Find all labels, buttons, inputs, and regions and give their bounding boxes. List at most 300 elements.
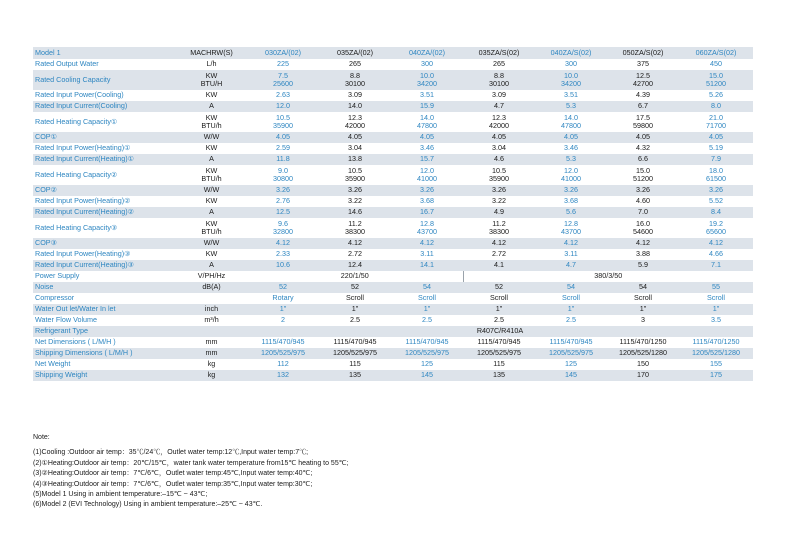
value-cell [607,238,679,249]
cell-line: 3.26 [276,185,290,195]
row-label: Power Supply [33,271,176,282]
cell-line: 52 [279,282,287,292]
value-cell [535,207,607,218]
value-cell [535,59,607,70]
cell-line: 4.12 [420,238,434,248]
cell-line: 3.5 [711,315,721,325]
value-cell [319,207,391,218]
value-cell [607,218,679,238]
cell-line: 2.5 [422,315,432,325]
note-line: (6)Model 2 (EVI Technology) Using in ambient temperature:–25℃ ~ 43℃. [33,501,263,509]
cell-line: 1205/525/1280 [619,348,667,358]
cell-line: 2.5 [494,315,504,325]
cell-line: 11.2 [492,218,506,228]
cell-line: 2.63 [276,90,290,100]
cell-line: 52 [495,282,503,292]
value-cell [319,70,391,90]
cell-line: 125 [421,359,433,369]
value-cell [391,249,463,260]
cell-line: 3.26 [420,185,434,195]
value-cell [319,112,391,132]
cell-line: 4.7 [494,101,504,111]
cell-line: 1115/470/945 [261,337,305,347]
cell-line: 14.0 [348,101,362,111]
value-cell [391,260,463,271]
cell-line: 14.1 [420,260,434,270]
table-row [33,282,753,293]
value-cell [535,348,607,359]
value-cell [535,370,607,381]
value-cell [319,370,391,381]
row-label: Rated Input Power(Heating)① [33,143,176,154]
value-cell [391,143,463,154]
cell-line: 5.6 [566,207,576,217]
cell-line: 10.0 [564,70,578,80]
cell-line: 150 [637,359,649,369]
cell-line: 132 [277,370,289,380]
cell-line: 12.8 [420,218,434,228]
value-cell [679,359,753,370]
value-cell [391,132,463,143]
cell-line: KW [205,249,218,259]
cell-line: 135 [493,370,505,380]
table-row [33,196,753,207]
value-cell [463,165,535,185]
cell-line: 35900 [489,174,509,183]
row-unit [176,154,247,165]
value-cell [463,315,535,326]
value-cell [607,249,679,260]
value-cell [607,70,679,90]
cell-line: 4.60 [636,196,650,206]
row-unit [176,271,247,282]
cell-line: 5.9 [638,260,648,270]
cell-line: 4.05 [636,132,650,142]
note-line: (4)③Heating:Outdoor air temp：7℃/6℃，Outlet water temp:35℃,Input water temp:30℃; [33,480,313,488]
value-cell [247,293,319,304]
cell-line: W/W [203,132,220,142]
value-cell [463,185,535,196]
value-cell [463,249,535,260]
cell-line: kg [207,359,216,369]
cell-line: 12.5 [636,70,650,80]
cell-line: 52 [351,282,359,292]
cell-line: 1115/470/1250 [619,337,667,347]
cell-line: 5.26 [709,90,723,100]
cell-line: 1205/525/975 [333,348,377,358]
value-cell [535,304,607,315]
value-cell [319,337,391,348]
value-cell [607,59,679,70]
value-cell [679,90,753,101]
cell-line: 1115/470/1250 [692,337,740,347]
value-cell [463,143,535,154]
cell-line: 21.0 [709,112,723,122]
power-supply-single-phase: 220/1/50 [247,271,463,282]
cell-line: 12.4 [348,260,362,270]
value-cell [679,348,753,359]
value-cell [679,337,753,348]
value-cell [607,90,679,101]
cell-line: 6.7 [638,101,648,111]
value-cell [319,185,391,196]
value-cell [463,293,535,304]
value-cell [607,348,679,359]
cell-line: 15.0 [709,70,723,80]
cell-line: 12.3 [348,112,362,122]
cell-line: 51200 [706,79,726,88]
value-cell [607,112,679,132]
cell-line: 4.9 [494,207,504,217]
row-unit [176,185,247,196]
value-cell [391,165,463,185]
row-unit [176,359,247,370]
value-cell [679,218,753,238]
cell-line: 4.05 [564,132,578,142]
table-row [33,101,753,112]
note-line: (1)Cooling :Outdoor air temp：35℃/24℃，Outlet water temp:12℃,Input water temp:7℃; [33,449,309,457]
row-unit [176,304,247,315]
model-name: 030ZA/(02) [247,47,319,59]
table-row [33,304,753,315]
cell-line: 30800 [273,174,293,183]
cell-line: Scroll [634,293,652,303]
value-cell [607,315,679,326]
cell-line: 6.6 [638,154,648,164]
row-unit [176,337,247,348]
cell-line: 34200 [417,79,437,88]
value-cell [535,196,607,207]
value-cell [463,112,535,132]
value-cell [319,143,391,154]
table-row [33,59,753,70]
cell-line: 375 [637,59,649,69]
cell-line: 3.04 [348,143,362,153]
row-label: Noise [33,282,176,293]
cell-line: 32800 [273,227,293,236]
value-cell [679,101,753,112]
cell-line: 170 [637,370,649,380]
cell-line: 51200 [633,174,653,183]
value-cell [463,238,535,249]
cell-line: L/h [206,59,217,69]
value-cell [535,359,607,370]
value-cell [247,359,319,370]
row-unit [176,315,247,326]
value-cell [535,70,607,90]
value-cell [391,207,463,218]
table-row [33,70,753,90]
value-cell [391,359,463,370]
cell-line: 125 [565,359,577,369]
cell-line: 3.11 [420,249,434,259]
cell-line: dB(A) [202,282,221,292]
value-cell [463,132,535,143]
row-label: Rated Input Current(Heating)③ [33,260,176,271]
value-cell [679,70,753,90]
value-cell [247,304,319,315]
table-row [33,271,753,282]
row-label: Refrigerant Type [33,326,176,337]
cell-line: 10.5 [276,112,290,122]
value-cell [607,154,679,165]
table-row [33,238,753,249]
table-row [33,249,753,260]
cell-line: KW [205,70,218,80]
cell-line: 34200 [561,79,581,88]
cell-line: 225 [277,59,289,69]
notes-section [33,433,349,511]
value-cell [247,348,319,359]
value-cell [391,304,463,315]
cell-line: 35900 [345,174,365,183]
value-cell [463,90,535,101]
row-label: Net Weight [33,359,176,370]
cell-line: 3.68 [420,196,434,206]
cell-line: 1115/470/945 [405,337,449,347]
table-row [33,348,753,359]
cell-line: W/W [203,238,220,248]
value-cell [463,101,535,112]
cell-line: 3.22 [348,196,362,206]
row-unit [176,90,247,101]
value-cell [607,132,679,143]
value-cell [391,185,463,196]
cell-line: 5.3 [566,154,576,164]
value-cell [535,293,607,304]
value-cell [607,185,679,196]
cell-line: 5.3 [566,101,576,111]
cell-line: 1115/470/945 [477,337,521,347]
cell-line: A [209,101,214,111]
table-row [33,260,753,271]
cell-line: 1" [351,304,359,314]
cell-line: 3.04 [492,143,506,153]
value-cell [607,196,679,207]
cell-line: Scroll [346,293,364,303]
value-cell [463,370,535,381]
row-label: Rated Input Power(Cooling) [33,90,176,101]
value-cell [319,154,391,165]
cell-line: 1205/525/1280 [692,348,740,358]
value-cell [247,337,319,348]
row-label: Rated Output Water [33,59,176,70]
value-cell [247,218,319,238]
cell-line: 115 [493,359,505,369]
cell-line: 41000 [561,174,581,183]
row-label: Rated Input Power(Heating)③ [33,249,176,260]
value-cell [535,101,607,112]
value-cell [319,218,391,238]
cell-line: 42700 [633,79,653,88]
cell-line: KW [205,112,218,122]
model-name: 050ZA/S(02) [607,47,679,59]
value-cell [247,59,319,70]
cell-line: Scroll [418,293,436,303]
cell-line: 3.51 [564,90,578,100]
cell-line: 2.33 [276,249,290,259]
value-cell [463,282,535,293]
value-cell [535,282,607,293]
row-label: Rated Heating Capacity③ [33,218,176,238]
value-cell [463,337,535,348]
cell-line: 4.05 [348,132,362,142]
value-cell [535,218,607,238]
cell-line: 450 [710,59,722,69]
cell-line: 3.88 [636,249,650,259]
cell-line: 2.72 [348,249,362,259]
row-unit [176,132,247,143]
cell-line: 3.46 [420,143,434,153]
model-name: 035ZA/(02) [319,47,391,59]
cell-line: 15.9 [420,101,434,111]
cell-line: 25600 [273,79,293,88]
value-cell [679,207,753,218]
cell-line: 3.46 [564,143,578,153]
cell-line: 54 [423,282,431,292]
cell-line: 2.5 [566,315,576,325]
cell-line: 9.0 [278,165,288,175]
cell-line: Scroll [562,293,580,303]
cell-line: 54 [639,282,647,292]
cell-line: 5.52 [709,196,723,206]
value-cell [607,101,679,112]
cell-line: 8.8 [494,70,504,80]
table-row [33,218,753,238]
cell-line: 1" [423,304,431,314]
cell-line: 12.8 [564,218,578,228]
row-unit [176,112,247,132]
cell-line: 175 [710,370,722,380]
cell-line: 1" [567,304,575,314]
value-cell [391,337,463,348]
table-row [33,90,753,101]
cell-line: 3.51 [420,90,434,100]
row-unit [176,207,247,218]
cell-line: A [209,154,214,164]
cell-line: 71700 [706,121,726,130]
cell-line: 42000 [345,121,365,130]
cell-line: 7.0 [638,207,648,217]
value-cell [391,154,463,165]
value-cell [463,348,535,359]
value-cell [679,249,753,260]
cell-line: 4.12 [709,238,723,248]
cell-line: 4.12 [348,238,362,248]
value-cell [319,90,391,101]
cell-line: 265 [493,59,505,69]
cell-line: 12.0 [276,101,290,111]
value-cell [247,315,319,326]
value-cell [319,304,391,315]
value-cell [679,293,753,304]
cell-line: 11.2 [348,218,362,228]
cell-line: 10.5 [348,165,362,175]
value-cell [535,337,607,348]
cell-line: 65600 [706,227,726,236]
cell-line: 300 [565,59,577,69]
value-cell [463,260,535,271]
row-unit [176,196,247,207]
note-line: (2)①Heating:Outdoor air temp：20℃/15℃，water tank water temperature from15℃ heating to 55℃; [33,459,349,467]
cell-line: 4.66 [709,249,723,259]
model-name: 060ZA/S(02) [679,47,753,59]
cell-line: KW [205,143,218,153]
cell-line: 4.32 [636,143,650,153]
cell-line: 2.72 [492,249,506,259]
cell-line: BTU/h [201,227,222,236]
value-cell [463,154,535,165]
row-unit [176,249,247,260]
cell-line: 3.26 [636,185,650,195]
value-cell [535,249,607,260]
value-cell [247,154,319,165]
cell-line: 9.6 [278,218,288,228]
cell-line: 1" [639,304,647,314]
value-cell [679,165,753,185]
cell-line: kg [207,370,216,380]
cell-line: 1115/470/945 [549,337,593,347]
value-cell [247,185,319,196]
row-unit [176,370,247,381]
cell-line: Scroll [707,293,725,303]
cell-line: 43700 [417,227,437,236]
cell-line: 300 [421,59,433,69]
cell-line: 4.12 [276,238,290,248]
row-label: Rated Input Current(Heating)① [33,154,176,165]
value-cell [391,218,463,238]
cell-line: 112 [277,359,289,369]
row-label: Compressor [33,293,176,304]
value-cell [319,348,391,359]
cell-line: 10.5 [492,165,506,175]
value-cell [247,238,319,249]
value-cell [679,132,753,143]
value-cell [463,359,535,370]
cell-line: 47800 [561,121,581,130]
cell-line: 19.2 [709,218,723,228]
table-row [33,143,753,154]
row-unit [176,293,247,304]
cell-line: 3.26 [709,185,723,195]
cell-line: BTU/h [201,121,222,130]
cell-line: Scroll [490,293,508,303]
cell-line: 3 [641,315,645,325]
value-cell [391,315,463,326]
value-cell [463,196,535,207]
cell-line: 4.05 [276,132,290,142]
value-cell [247,90,319,101]
value-cell [463,304,535,315]
row-unit [176,59,247,70]
value-cell [535,112,607,132]
spec-table [33,47,753,381]
model-name: 035ZA/S(02) [463,47,535,59]
cell-line: 7.9 [711,154,721,164]
cell-line: 10.6 [276,260,290,270]
value-cell [679,304,753,315]
value-cell [535,165,607,185]
cell-line: 7.5 [278,70,288,80]
table-row [33,315,753,326]
value-cell [391,90,463,101]
cell-line: 8.8 [350,70,360,80]
cell-line: 2.76 [276,196,290,206]
value-cell [319,196,391,207]
table-row [33,185,753,196]
value-cell [391,348,463,359]
cell-line: 3.11 [564,249,578,259]
